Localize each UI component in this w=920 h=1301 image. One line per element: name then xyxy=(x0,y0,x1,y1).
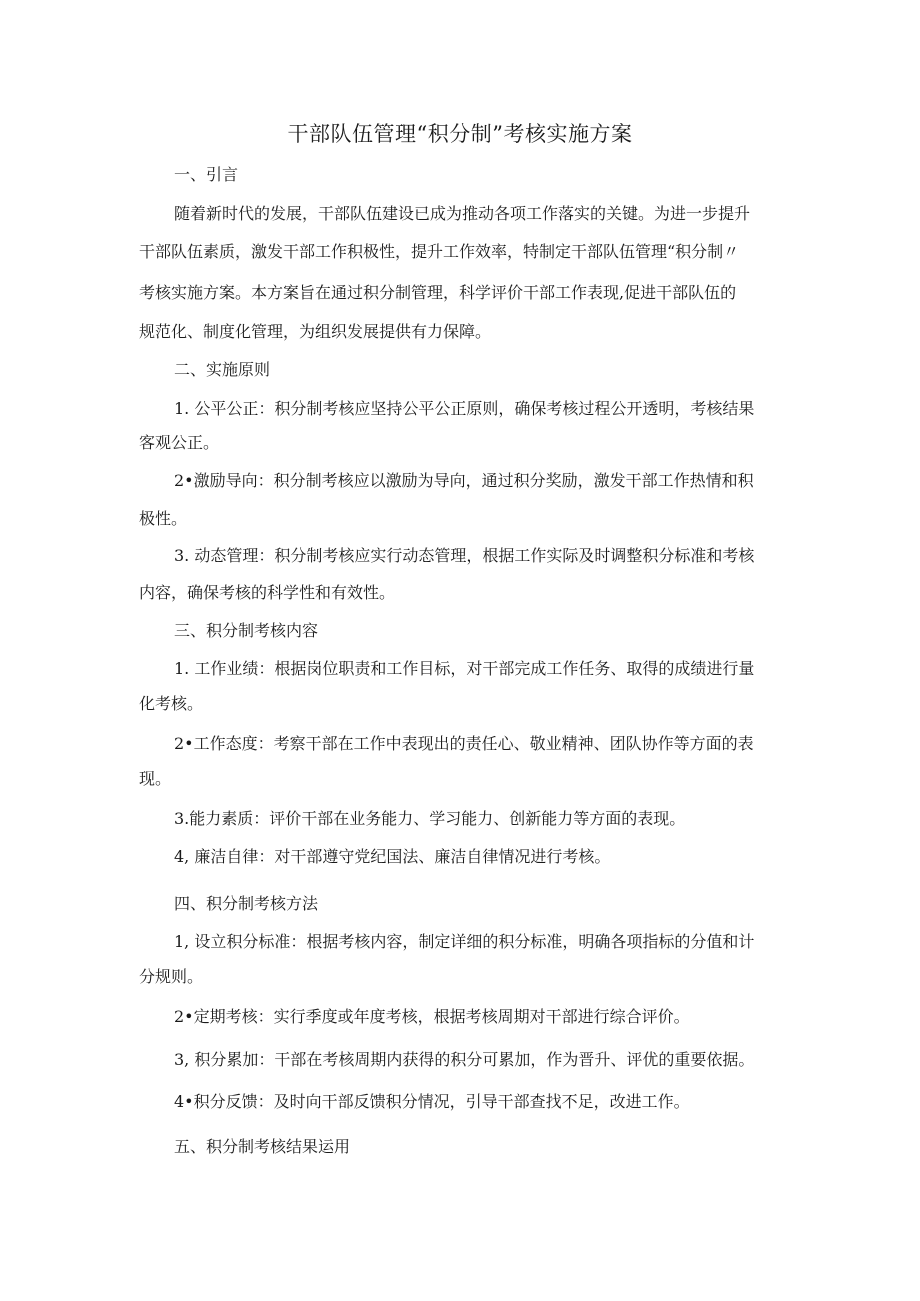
principle-item-2: 2•激励导向：积分制考核应以激励为导向，通过积分奖励，激发干部工作热情和积 xyxy=(174,471,754,490)
method-item-2: 2•定期考核：实行季度或年度考核，根据考核周期对干部进行综合评价。 xyxy=(174,1007,690,1026)
principle-item-2-cont: 极性。 xyxy=(139,509,188,528)
content-item-4: 4, 廉洁自律：对干部遵守党纪国法、廉洁自律情况进行考核。 xyxy=(174,847,611,866)
section-heading-results: 五、积分制考核结果运用 xyxy=(174,1137,351,1156)
paragraph-line: 规范化、制度化管理，为组织发展提供有力保障。 xyxy=(139,322,492,341)
method-item-1-cont: 分规则。 xyxy=(139,967,204,986)
content-item-2: 2•工作态度：考察干部在工作中表现出的责任心、敬业精神、团队协作等方面的表 xyxy=(174,734,754,753)
content-item-2-cont: 现。 xyxy=(139,769,172,788)
principle-item-3: 3. 动态管理：积分制考核应实行动态管理，根据工作实际及时调整积分标准和考核 xyxy=(174,546,755,565)
content-item-3: 3.能力素质：评价干部在业务能力、学习能力、创新能力等方面的表现。 xyxy=(174,809,686,828)
paragraph-line: 考核实施方案。本方案旨在通过积分制管理，科学评价干部工作表现,促进干部队伍的 xyxy=(139,283,737,302)
section-heading-method: 四、积分制考核方法 xyxy=(174,894,319,913)
method-item-4: 4•积分反馈：及时向干部反馈积分情况，引导干部查找不足，改进工作。 xyxy=(174,1092,690,1111)
content-item-1: 1. 工作业绩：根据岗位职责和工作目标，对干部完成工作任务、取得的成绩进行量 xyxy=(174,659,755,678)
method-item-1: 1, 设立积分标准：根据考核内容，制定详细的积分标准，明确各项指标的分值和计 xyxy=(174,932,755,951)
principle-item-1: 1. 公平公正：积分制考核应坚持公平公正原则，确保考核过程公开透明，考核结果 xyxy=(174,399,755,418)
paragraph-line: 随着新时代的发展，干部队伍建设已成为推动各项工作落实的关键。为进一步提升 xyxy=(174,204,751,223)
section-heading-principles: 二、实施原则 xyxy=(174,360,271,379)
method-item-3: 3, 积分累加：干部在考核周期内获得的积分可累加，作为晋升、评优的重要依据。 xyxy=(174,1050,755,1069)
principle-item-1-cont: 客观公正。 xyxy=(139,433,220,452)
paragraph-line: 干部队伍素质，激发干部工作积极性，提升工作效率，特制定干部队伍管理“积分制〃 xyxy=(139,242,740,261)
principle-item-3-cont: 内容，确保考核的科学性和有效性。 xyxy=(139,583,396,602)
content-item-1-cont: 化考核。 xyxy=(139,694,204,713)
section-heading-intro: 一、引言 xyxy=(174,165,239,184)
document-title: 干部队伍管理“积分制”考核实施方案 xyxy=(287,122,633,146)
section-heading-content: 三、积分制考核内容 xyxy=(174,621,319,640)
